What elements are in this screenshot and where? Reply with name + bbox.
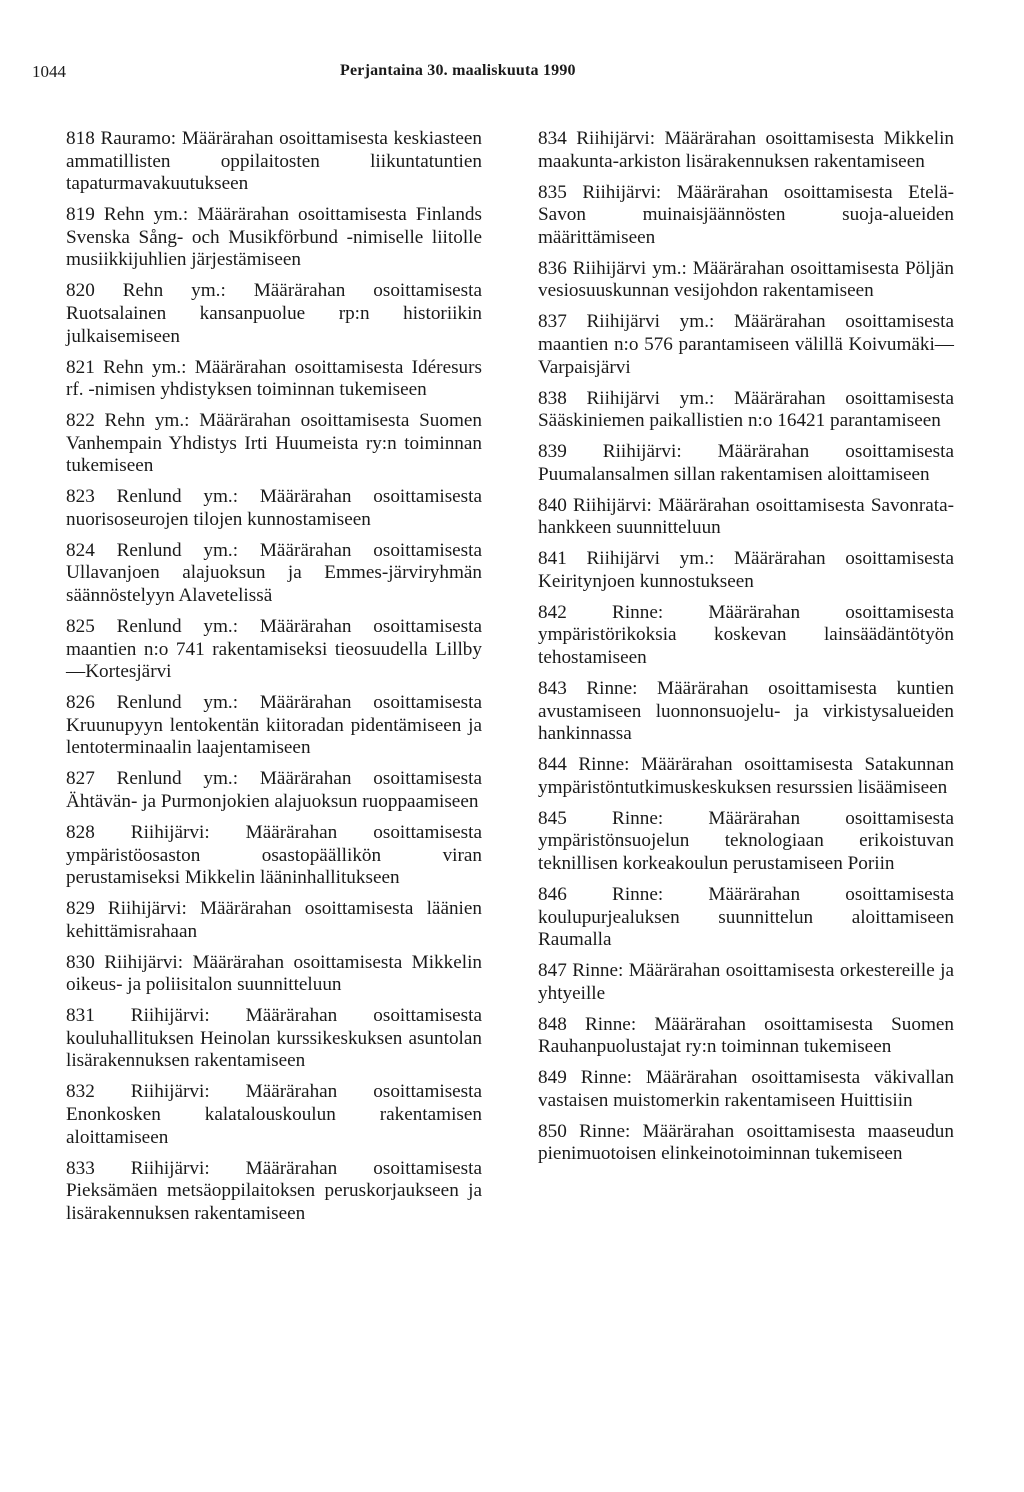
list-item: 839 Riihijärvi: Määrärahan osoittamisesta Puumalansalmen sillan rakentamisen aloittamiseen <box>538 441 954 485</box>
list-item: 829 Riihijärvi: Määrärahan osoittamisesta läänien kehittämisrahaan <box>66 898 482 942</box>
list-item: 827 Renlund ym.: Määrärahan osoittamisesta Ähtävän- ja Purmonjokien alajuoksun ruoppaamiseen <box>66 768 482 812</box>
page-number: 1044 <box>32 62 66 81</box>
list-item: 849 Rinne: Määrärahan osoittamisesta väkivallan vastaisen muistomerkin rakentamiseen Huittisiin <box>538 1067 954 1111</box>
list-item: 828 Riihijärvi: Määrärahan osoittamisesta ympäristöosaston osastopäällikön viran perustamiseksi Mikkelin lääninhallitukseen <box>66 821 482 889</box>
list-item: 820 Rehn ym.: Määrärahan osoittamisesta Ruotsalainen kansanpuolue rp:n historiikin julkaisemiseen <box>66 280 482 347</box>
list-item: 842 Rinne: Määrärahan osoittamisesta ympäristörikoksia koskevan lainsäädäntötyön tehostamiseen <box>538 601 954 668</box>
list-item: 840 Riihijärvi: Määrärahan osoittamisesta Savonrata-hankkeen suunnitteluun <box>538 494 954 539</box>
list-item: 826 Renlund ym.: Määrärahan osoittamisesta Kruunupyyn lentokentän kiitoradan pidentämiseen ja lentoterminaalin laajentamiseen <box>66 692 482 759</box>
right-column <box>538 128 954 1174</box>
list-item: 833 Riihijärvi: Määrärahan osoittamisesta Pieksämäen metsäoppilaitoksen peruskorjaukseen ja lisärakennuksen rakentamiseen <box>66 1157 482 1224</box>
list-item: 841 Riihijärvi ym.: Määrärahan osoittamisesta Keiritynjoen kunnostukseen <box>538 548 954 592</box>
list-item: 823 Renlund ym.: Määrärahan osoittamisesta nuorisoseurojen tilojen kunnostamiseen <box>66 486 482 530</box>
list-item: 821 Rehn ym.: Määrärahan osoittamisesta Idéresurs rf. -nimisen yhdistyksen toiminnan tukemiseen <box>66 356 482 401</box>
list-item: 838 Riihijärvi ym.: Määrärahan osoittamisesta Sääskiniemen paikallistien n:o 16421 parantamiseen <box>538 387 954 432</box>
list-item: 846 Rinne: Määrärahan osoittamisesta koulupurjealuksen suunnittelun aloittamiseen Raumalla <box>538 883 954 951</box>
page-date: Perjantaina 30. maaliskuuta 1990 <box>340 62 576 79</box>
list-item: 824 Renlund ym.: Määrärahan osoittamisesta Ullavanjoen alajuoksun ja Emmes-järviryhmän säännöstelyyn Alavetelissä <box>66 539 482 607</box>
list-item: 836 Riihijärvi ym.: Määrärahan osoittamisesta Pöljän vesiosuuskunnan vesijohdon rakentamiseen <box>538 257 954 302</box>
list-item: 830 Riihijärvi: Määrärahan osoittamisesta Mikkelin oikeus- ja poliisitalon suunnitteluun <box>66 951 482 996</box>
list-item: 825 Renlund ym.: Määrärahan osoittamisesta maantien n:o 741 rakentamiseksi tieosuudella Lillby—Kortesjärvi <box>66 616 482 683</box>
list-item: 832 Riihijärvi: Määrärahan osoittamisesta Enonkosken kalatalouskoulun rakentamisen aloittamiseen <box>66 1081 482 1148</box>
list-item: 831 Riihijärvi: Määrärahan osoittamisesta kouluhallituksen Heinolan kurssikeskuksen asuntolan lisärakennuksen rakentamiseen <box>66 1005 482 1072</box>
list-item: 835 Riihijärvi: Määrärahan osoittamisesta Etelä-Savon muinaisjäännösten suoja-alueiden määrittämiseen <box>538 181 954 248</box>
list-item: 834 Riihijärvi: Määrärahan osoittamisesta Mikkelin maakunta-arkiston lisärakennuksen rakentamiseen <box>538 128 954 172</box>
list-item: 844 Rinne: Määrärahan osoittamisesta Satakunnan ympäristöntutkimuskeskuksen resurssien lisäämiseen <box>538 754 954 798</box>
page-header <box>32 62 992 88</box>
list-item: 850 Rinne: Määrärahan osoittamisesta maaseudun pienimuotoisen elinkeinotoiminnan tukemiseen <box>538 1120 954 1165</box>
list-item: 819 Rehn ym.: Määrärahan osoittamisesta Finlands Svenska Sång- och Musikförbund -nimiselle liitolle musiikkijuhlien järjestämiseen <box>66 204 482 271</box>
list-item: 845 Rinne: Määrärahan osoittamisesta ympäristönsuojelun teknologiaan erikoistuvan teknillisen korkeakoulun perustamiseen Poriin <box>538 807 954 874</box>
left-column <box>66 128 482 1234</box>
list-item: 818 Rauramo: Määrärahan osoittamisesta keskiasteen ammatillisten oppilaitosten liikuntatuntien tapaturmavakuutukseen <box>66 128 482 195</box>
list-item: 847 Rinne: Määrärahan osoittamisesta orkestereille ja yhtyeille <box>538 960 954 1004</box>
list-item: 843 Rinne: Määrärahan osoittamisesta kuntien avustamiseen luonnonsuojelu- ja virkistysalueiden hankinnassa <box>538 677 954 745</box>
list-item: 837 Riihijärvi ym.: Määrärahan osoittamisesta maantien n:o 576 parantamiseen välillä Koivumäki—Varpaisjärvi <box>538 311 954 378</box>
list-item: 848 Rinne: Määrärahan osoittamisesta Suomen Rauhanpuolustajat ry:n toiminnan tukemiseen <box>538 1013 954 1058</box>
list-item: 822 Rehn ym.: Määrärahan osoittamisesta Suomen Vanhempain Yhdistys Irti Huumeista ry:n toiminnan tukemiseen <box>66 410 482 477</box>
